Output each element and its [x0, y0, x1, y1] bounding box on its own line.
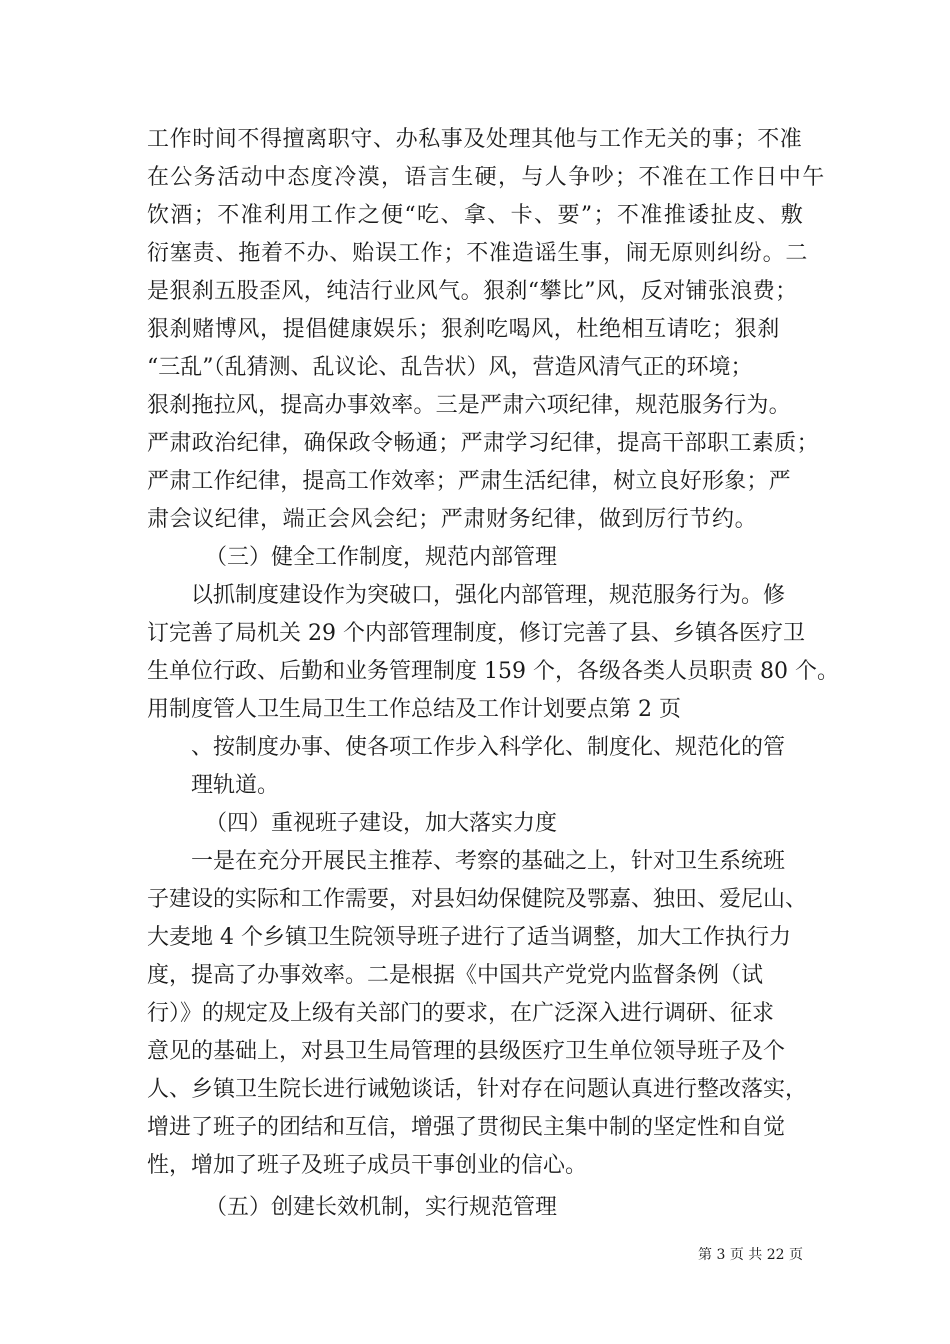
text-line: 肃会议纪律，端正会风会纪；严肃财务纪律，做到厉行节约。: [147, 507, 758, 532]
paragraph-discipline: [147, 121, 826, 539]
paragraph-section-4: [147, 843, 817, 1185]
paragraph-section-3: [147, 577, 839, 729]
section-heading-4: （四）重视班子建设，加大落实力度: [205, 811, 558, 836]
text-line: 度，提高了办事效率。二是根据《中国共产党党内监督条例（试: [147, 963, 764, 988]
text-line: 、按制度办事、使各项工作步入科学化、制度化、规范化的管: [191, 735, 786, 760]
text-line: 性，增加了班子及班子成员干事创业的信心。: [147, 1153, 588, 1178]
document-body: [147, 121, 839, 1227]
text-line: 订完善了局机关 29 个内部管理制度，修订完善了县、乡镇各医疗卫: [147, 621, 805, 646]
page-number-footer: 第 3 页 共 22 页: [698, 1247, 803, 1263]
text-line: 人、乡镇卫生院长进行诫勉谈话，针对存在问题认真进行整改落实，: [147, 1077, 808, 1102]
text-line: 工作时间不得擅离职守、办私事及处理其他与工作无关的事；不准: [147, 127, 803, 152]
text-line: 狠刹拖拉风，提高办事效率。三是严肃六项纪律，规范服务行为。: [147, 393, 791, 418]
text-line: 以抓制度建设作为突破口，强化内部管理，规范服务行为。修: [191, 583, 786, 608]
text-line: 衍塞责、拖着不办、贻误工作；不准造谣生事，闹无原则纠纷。二: [147, 241, 809, 266]
text-line: 一是在充分开展民主推荐、考察的基础之上，针对卫生系统班: [191, 849, 786, 874]
text-line: 在公务活动中态度冷漠，语言生硬，与人争吵；不准在工作日中午: [147, 165, 826, 190]
text-line: 意见的基础上，对县卫生局管理的县级医疗卫生单位领导班子及个: [147, 1039, 786, 1064]
text-line: 狠刹赌博风，提倡健康娱乐；狠刹吃喝风，杜绝相互请吃；狠刹: [147, 317, 780, 342]
text-line: 饮酒；不准利用工作之便“吃、拿、卡、要”；不准推诿扯皮、敷: [147, 203, 805, 228]
text-line: “三乱”（乱猜测、乱议论、乱告状）风，营造风清气正的环境；: [147, 355, 753, 380]
text-line: 大麦地 4 个乡镇卫生院领导班子进行了适当调整，加大工作执行力: [147, 925, 791, 950]
text-line: 增进了班子的团结和互信，增强了贯彻民主集中制的坚定性和自觉: [147, 1115, 786, 1140]
section-heading-5: （五）创建长效机制，实行规范管理: [205, 1195, 558, 1220]
section-heading-3: （三）健全工作制度，规范内部管理: [205, 545, 558, 570]
text-line: 理轨道。: [191, 773, 280, 798]
text-line: 生单位行政、后勤和业务管理制度 159 个，各级各类人员职责 80 个。: [147, 659, 839, 684]
text-line: 行）》的规定及上级有关部门的要求，在广泛深入进行调研、征求: [147, 1001, 775, 1026]
text-line: 用制度管人卫生局卫生工作总结及工作计划要点第 2 页: [147, 697, 681, 722]
text-line: 严肃政治纪律，确保政令畅通；严肃学习纪律，提高干部职工素质；: [147, 431, 820, 456]
text-line: 严肃工作纪律，提高工作效率；严肃生活纪律，树立良好形象；严: [147, 469, 791, 494]
paragraph-continuation: [147, 729, 817, 805]
text-line: 是狠刹五股歪风，纯洁行业风气。狠刹“攀比”风，反对铺张浪费；: [147, 279, 798, 304]
text-line: 子建设的实际和工作需要，对县妇幼保健院及鄂嘉、独田、爱尼山、: [147, 887, 808, 912]
